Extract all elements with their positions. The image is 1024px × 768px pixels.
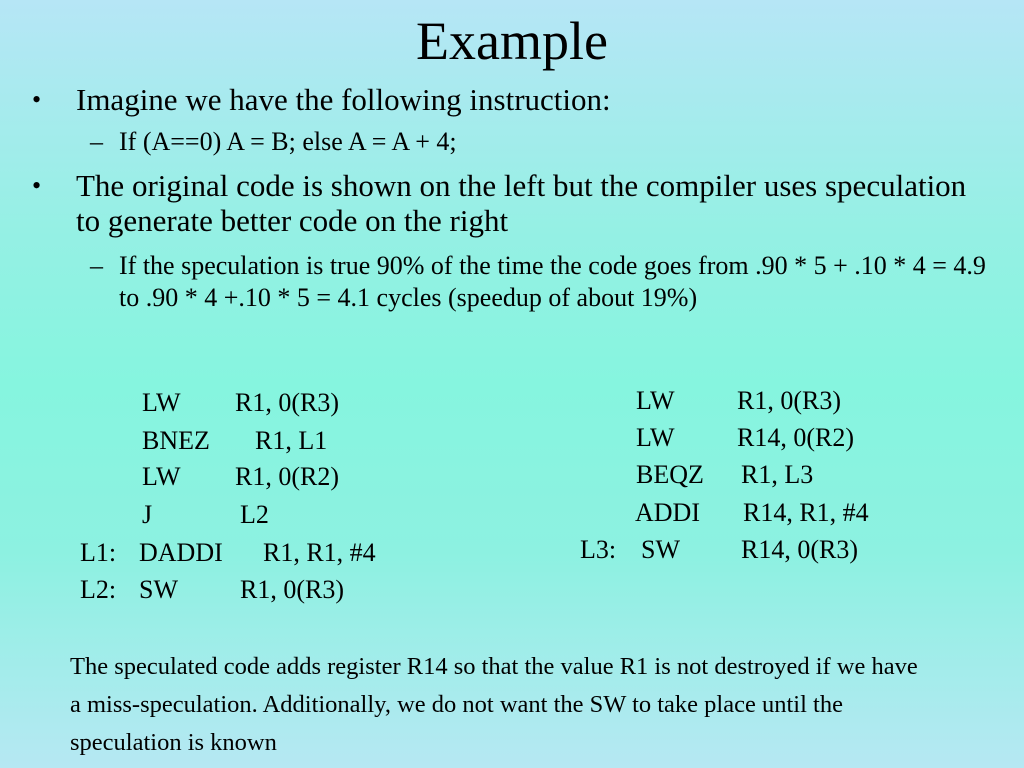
speculation-note: The speculated code adds register R14 so that the value R1 is not destroyed if we have a miss-speculation. Additionally, we do not want the SW to take place until the speculation is known (70, 653, 918, 756)
code-operands: R14, 0(R2) (737, 423, 854, 452)
sub-bullet-text: If (A==0) A = B; else A = A + 4; (119, 127, 457, 156)
code-operands: R1, 0(R3) (240, 575, 344, 604)
sub-bullet-marker: – (90, 251, 103, 280)
code-opcode: SW (139, 575, 178, 604)
code-operands: R1, 0(R3) (737, 386, 841, 415)
bullet-item (32, 82, 992, 117)
bullet-marker: • (32, 171, 42, 200)
speculated-code-line (580, 535, 858, 655)
slide-title: Example (416, 11, 608, 71)
code-operands: R1, 0(R2) (235, 462, 339, 491)
code-operands: R14, 0(R3) (741, 535, 858, 564)
sub-bullet-text: If the speculation is true 90% of the time the code goes from .90 * 5 + .10 * 4 = 4.9 to .90 * 4 +.10 * 5 = 4.1 cycles (speedup of about 19%) (119, 251, 986, 312)
code-opcode: SW (641, 535, 680, 564)
code-label: L1: (80, 538, 117, 567)
code-opcode: LW (142, 462, 181, 491)
code-opcode: LW (636, 423, 675, 452)
sub-bullet-item (90, 126, 1000, 158)
code-opcode: LW (142, 388, 181, 417)
code-label: L3: (580, 535, 617, 564)
bullet-item (32, 168, 992, 238)
bullet-marker: • (32, 85, 42, 114)
code-operands: R1, L3 (741, 460, 814, 489)
sub-bullet-item (90, 250, 1000, 314)
code-operands: L2 (240, 500, 269, 529)
code-opcode: DADDI (139, 538, 223, 567)
code-opcode: BEQZ (636, 460, 704, 489)
code-opcode: BNEZ (142, 426, 210, 455)
code-operands: R1, 0(R3) (235, 388, 339, 417)
code-operands: R1, L1 (255, 426, 328, 455)
code-opcode: LW (636, 386, 675, 415)
sub-bullet-marker: – (90, 127, 103, 156)
code-operands: R14, R1, #4 (743, 498, 869, 527)
code-label: L2: (80, 575, 117, 604)
code-opcode: ADDI (635, 498, 700, 527)
bullet-text: The original code is shown on the left but the compiler uses speculation to generate better code on the right (76, 168, 967, 238)
bullet-text: Imagine we have the following instruction: (76, 82, 611, 117)
code-operands: R1, R1, #4 (263, 538, 376, 567)
code-opcode: J (142, 500, 153, 529)
